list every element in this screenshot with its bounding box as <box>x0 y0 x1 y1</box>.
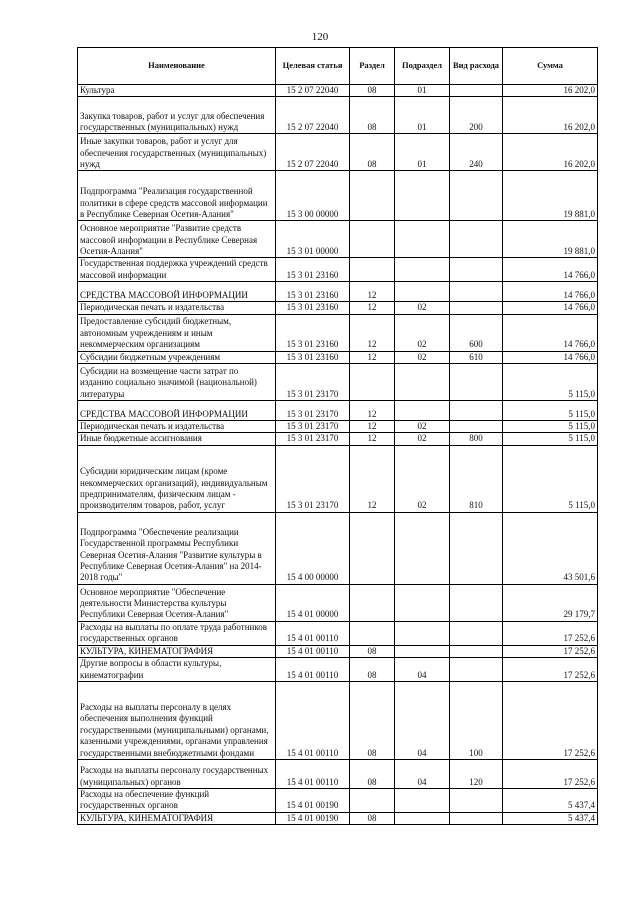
row-expense-type <box>450 789 503 813</box>
row-amount: 17 252,6 <box>503 658 598 682</box>
row-name: Расходы на выплаты персоналу в целях обеспечения выполнения функций государственными (муниципальными) органами, казенными учреждениями, органами управления государственными внебюджетными фондами <box>78 682 276 760</box>
row-section <box>350 789 395 813</box>
row-amount: 5 115,0 <box>503 364 598 401</box>
row-target-article: 15 4 01 00190 <box>276 812 350 824</box>
row-expense-type <box>450 401 503 421</box>
header-name: Наименование <box>78 48 276 85</box>
row-amount: 29 179,7 <box>503 584 598 621</box>
row-name: Субсидии юридическим лицам (кроме некоммерческих организаций), индивидуальным предпринимателям, физическим лицам - производителям товаров, работ, услуг <box>78 445 276 512</box>
row-expense-type: 240 <box>450 134 503 171</box>
row-amount: 17 252,6 <box>503 682 598 760</box>
row-section: 08 <box>350 134 395 171</box>
row-section <box>350 171 395 221</box>
row-name: Подпрограмма "Обеспечение реализации Государственной программы Республики Северная Осетия-Алания "Развитие культуры в Республике Северная Осетия-Алания" на 2014-2018 годы" <box>78 512 276 584</box>
row-target-article: 15 4 01 00110 <box>276 621 350 645</box>
table-row <box>78 433 598 445</box>
page-number: 120 <box>311 31 329 43</box>
table-row <box>78 512 598 584</box>
row-subsection <box>395 812 450 824</box>
row-section: 08 <box>350 85 395 97</box>
row-target-article: 15 4 01 00110 <box>276 682 350 760</box>
row-subsection: 04 <box>395 682 450 760</box>
table-row <box>78 584 598 621</box>
row-target-article: 15 3 01 23160 <box>276 258 350 282</box>
row-subsection: 04 <box>395 760 450 789</box>
row-section: 08 <box>350 760 395 789</box>
row-expense-type <box>450 512 503 584</box>
row-amount: 14 766,0 <box>503 351 598 363</box>
row-subsection: 01 <box>395 134 450 171</box>
row-section <box>350 364 395 401</box>
table-row <box>78 760 598 789</box>
row-amount: 17 252,6 <box>503 621 598 645</box>
header-expense-type: Вид расхода <box>450 48 503 85</box>
row-expense-type <box>450 421 503 433</box>
row-amount: 14 766,0 <box>503 258 598 282</box>
table-row <box>78 401 598 421</box>
row-expense-type <box>450 584 503 621</box>
row-amount: 5 115,0 <box>503 401 598 421</box>
row-section: 08 <box>350 682 395 760</box>
row-subsection: 02 <box>395 421 450 433</box>
row-section: 08 <box>350 658 395 682</box>
header-amount: Сумма <box>503 48 598 85</box>
row-amount: 19 881,0 <box>503 171 598 221</box>
row-name: Расходы на выплаты по оплате труда работников государственных органов <box>78 621 276 645</box>
table-row <box>78 812 598 824</box>
row-target-article: 15 2 07 22040 <box>276 97 350 134</box>
row-name: СРЕДСТВА МАССОВОЙ ИНФОРМАЦИИ <box>78 401 276 421</box>
row-name: Периодическая печать и издательства <box>78 302 276 314</box>
row-expense-type: 100 <box>450 682 503 760</box>
row-section: 08 <box>350 812 395 824</box>
row-expense-type: 600 <box>450 314 503 351</box>
row-section: 12 <box>350 421 395 433</box>
table-row <box>78 97 598 134</box>
row-section: 12 <box>350 401 395 421</box>
row-subsection <box>395 645 450 657</box>
row-expense-type <box>450 258 503 282</box>
row-amount: 5 115,0 <box>503 421 598 433</box>
row-name: КУЛЬТУРА, КИНЕМАТОГРАФИЯ <box>78 812 276 824</box>
row-amount: 5 437,4 <box>503 789 598 813</box>
row-target-article: 15 3 01 00000 <box>276 221 350 258</box>
row-subsection: 04 <box>395 658 450 682</box>
table-row <box>78 134 598 171</box>
row-subsection: 02 <box>395 351 450 363</box>
row-amount: 19 881,0 <box>503 221 598 258</box>
row-subsection: 02 <box>395 314 450 351</box>
table-row <box>78 282 598 302</box>
row-amount: 5 115,0 <box>503 433 598 445</box>
row-subsection <box>395 364 450 401</box>
row-target-article: 15 2 07 22040 <box>276 85 350 97</box>
row-expense-type <box>450 658 503 682</box>
row-section <box>350 621 395 645</box>
row-section <box>350 221 395 258</box>
row-expense-type <box>450 85 503 97</box>
row-target-article: 15 3 01 23170 <box>276 364 350 401</box>
row-subsection: 01 <box>395 97 450 134</box>
table-row <box>78 85 598 97</box>
row-amount: 43 501,6 <box>503 512 598 584</box>
row-section: 08 <box>350 97 395 134</box>
table-row <box>78 789 598 813</box>
row-name: Закупка товаров, работ и услуг для обеспечения государственных (муниципальных) нужд <box>78 97 276 134</box>
row-amount: 16 202,0 <box>503 134 598 171</box>
row-section: 12 <box>350 433 395 445</box>
row-target-article: 15 4 01 00190 <box>276 789 350 813</box>
header-subsection: Подраздел <box>395 48 450 85</box>
row-subsection <box>395 584 450 621</box>
row-target-article: 15 3 01 23160 <box>276 351 350 363</box>
row-expense-type <box>450 171 503 221</box>
table-row <box>78 682 598 760</box>
row-subsection <box>395 512 450 584</box>
row-section <box>350 584 395 621</box>
table-row <box>78 645 598 657</box>
row-name: Культура <box>78 85 276 97</box>
row-name: Иные закупки товаров, работ и услуг для обеспечения государственных (муниципальных) нужд <box>78 134 276 171</box>
row-amount: 14 766,0 <box>503 302 598 314</box>
row-section: 12 <box>350 314 395 351</box>
row-expense-type <box>450 221 503 258</box>
table-row <box>78 171 598 221</box>
row-name: Другие вопросы в области культуры, кинематографии <box>78 658 276 682</box>
row-section: 08 <box>350 645 395 657</box>
row-target-article: 15 3 01 23160 <box>276 282 350 302</box>
row-target-article: 15 4 01 00000 <box>276 584 350 621</box>
row-expense-type <box>450 364 503 401</box>
row-target-article: 15 3 01 23160 <box>276 302 350 314</box>
row-name: Субсидии на возмещение части затрат по изданию социально значимой (национальной) литературы <box>78 364 276 401</box>
row-section: 12 <box>350 302 395 314</box>
row-amount: 16 202,0 <box>503 85 598 97</box>
row-name: Периодическая печать и издательства <box>78 421 276 433</box>
row-target-article: 15 4 00 00000 <box>276 512 350 584</box>
row-section <box>350 258 395 282</box>
row-target-article: 15 4 01 00110 <box>276 658 350 682</box>
row-subsection: 01 <box>395 85 450 97</box>
row-amount: 5 115,0 <box>503 445 598 512</box>
row-name: Подпрограмма "Реализация государственной политики в сфере средств массовой информации в Республике Северная Осетия-Алания" <box>78 171 276 221</box>
row-target-article: 15 3 00 00000 <box>276 171 350 221</box>
table-row <box>78 621 598 645</box>
row-name: Предоставление субсидий бюджетным, автономным учреждениям и иным некоммерческим организациям <box>78 314 276 351</box>
row-amount: 16 202,0 <box>503 97 598 134</box>
row-expense-type: 200 <box>450 97 503 134</box>
row-section: 12 <box>350 351 395 363</box>
row-name: КУЛЬТУРА, КИНЕМАТОГРАФИЯ <box>78 645 276 657</box>
table-row <box>78 421 598 433</box>
row-expense-type <box>450 621 503 645</box>
row-name: Субсидии бюджетным учреждениям <box>78 351 276 363</box>
row-subsection: 02 <box>395 302 450 314</box>
row-subsection <box>395 401 450 421</box>
row-name: Расходы на выплаты персоналу государственных (муниципальных) органов <box>78 760 276 789</box>
row-section <box>350 512 395 584</box>
row-amount: 17 252,6 <box>503 760 598 789</box>
row-name: Иные бюджетные ассигнования <box>78 433 276 445</box>
row-subsection <box>395 282 450 302</box>
row-expense-type <box>450 812 503 824</box>
table-row <box>78 221 598 258</box>
row-amount: 14 766,0 <box>503 282 598 302</box>
table-row <box>78 258 598 282</box>
row-amount: 5 437,4 <box>503 812 598 824</box>
row-target-article: 15 4 01 00110 <box>276 760 350 789</box>
row-subsection <box>395 221 450 258</box>
row-name: Государственная поддержка учреждений средств массовой информации <box>78 258 276 282</box>
row-target-article: 15 3 01 23170 <box>276 401 350 421</box>
row-expense-type <box>450 645 503 657</box>
row-expense-type <box>450 302 503 314</box>
row-amount: 14 766,0 <box>503 314 598 351</box>
row-subsection <box>395 258 450 282</box>
table-row <box>78 302 598 314</box>
row-name: Основное мероприятие "Обеспечение деятельности Министерства культуры Республики Северная Осетия-Алания" <box>78 584 276 621</box>
table-row <box>78 445 598 512</box>
table-row <box>78 314 598 351</box>
row-subsection: 02 <box>395 445 450 512</box>
row-expense-type: 610 <box>450 351 503 363</box>
row-target-article: 15 2 07 22040 <box>276 134 350 171</box>
row-subsection <box>395 789 450 813</box>
row-target-article: 15 3 01 23170 <box>276 433 350 445</box>
row-target-article: 15 3 01 23170 <box>276 421 350 433</box>
row-target-article: 15 3 01 23170 <box>276 445 350 512</box>
row-section: 12 <box>350 282 395 302</box>
table-row <box>78 364 598 401</box>
row-name: Расходы на обеспечение функций государственных органов <box>78 789 276 813</box>
row-name: СРЕДСТВА МАССОВОЙ ИНФОРМАЦИИ <box>78 282 276 302</box>
table-row <box>78 351 598 363</box>
row-section: 12 <box>350 445 395 512</box>
row-target-article: 15 3 01 23160 <box>276 314 350 351</box>
row-name: Основное мероприятие "Развитие средств массовой информации в Республике Северная Осетия-Алания" <box>78 221 276 258</box>
row-subsection <box>395 621 450 645</box>
row-subsection <box>395 171 450 221</box>
header-target: Целевая статья <box>276 48 350 85</box>
row-expense-type: 810 <box>450 445 503 512</box>
row-target-article: 15 4 01 00110 <box>276 645 350 657</box>
row-expense-type: 800 <box>450 433 503 445</box>
header-row <box>78 48 598 85</box>
row-subsection: 02 <box>395 433 450 445</box>
table-row <box>78 658 598 682</box>
budget-table <box>77 47 598 825</box>
row-amount: 17 252,6 <box>503 645 598 657</box>
row-expense-type <box>450 282 503 302</box>
row-expense-type: 120 <box>450 760 503 789</box>
header-section: Раздел <box>350 48 395 85</box>
